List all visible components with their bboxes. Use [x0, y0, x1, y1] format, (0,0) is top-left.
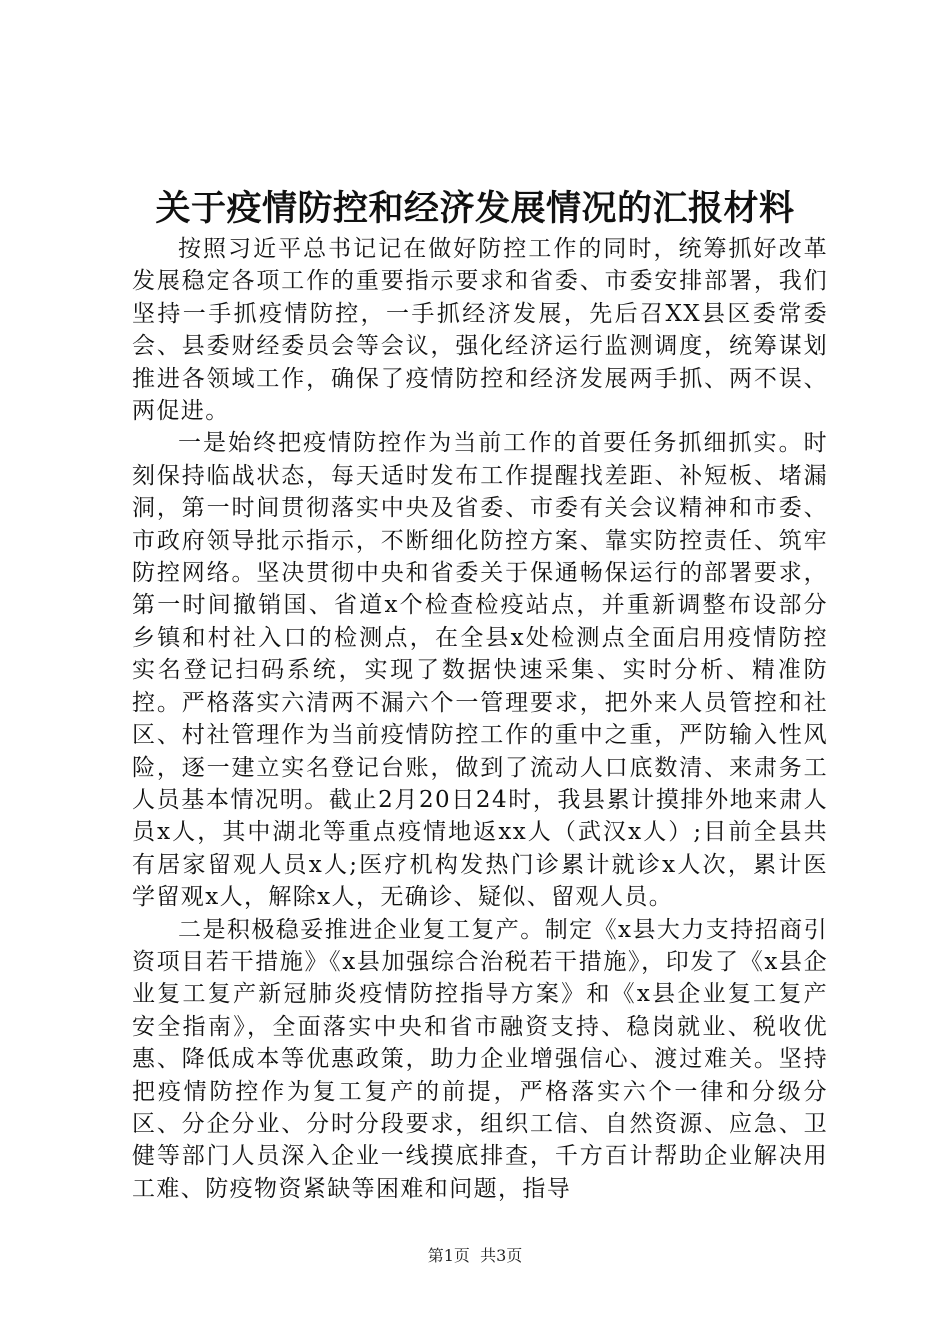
paragraph-epidemic-control: 一是始终把疫情防控作为当前工作的首要任务抓细抓实。时刻保持临战状态，每天适时发布工作提醒找差距、补短板、堵漏洞，第一时间贯彻落实中央及省委、市委有关会议精神和市委、市政府领导批示指示，不断细化防控方案、靠实防控责任、筑牢防控网络。坚决贯彻中央和省委关于保通畅保运行的部署要求，第一时间撤销国、省道x个检查检疫站点，并重新调整布设部分乡镇和村社入口的检测点，在全县x处检测点全面启用疫情防控实名登记扫码系统，实现了数据快速采集、实时分析、精准防控。严格落实六清两不漏六个一管理要求，把外来人员管控和社区、村社管理作为当前疫情防控工作的重中之重，严防输入性风险，逐一建立实名登记台账，做到了流动人口底数清、来肃务工人员基本情况明。截止2月20日24时，我县累计摸排外地来肃人员x人，其中湖北等重点疫情地返xx人（武汉x人）;目前全县共有居家留观人员x人;医疗机构发热门诊累计就诊x人次，累计医学留观x人，解除x人，无确诊、疑似、留观人员。: [132, 430, 828, 911]
paragraph-resume-production: 二是积极稳妥推进企业复工复产。制定《x县大力支持招商引资项目若干措施》《x县加强综合治税若干措施》，印发了《x县企业复工复产新冠肺炎疫情防控指导方案》和《x县企业复工复产安全指南》，全面落实中央和省市融资支持、稳岗就业、税收优惠、降低成本等优惠政策，助力企业增强信心、渡过难关。坚持把疫情防控作为复工复产的前提，严格落实六个一律和分级分区、分企分业、分时分段要求，组织工信、自然资源、应急、卫健等部门人员深入企业一线摸底排查，千方百计帮助企业解决用工难、防疫物资紧缺等困难和问题，指导: [132, 916, 828, 1202]
page-footer: [0, 1245, 950, 1267]
paragraph-intro: 按照习近平总书记记在做好防控工作的同时，统筹抓好改革发展稳定各项工作的重要指示要求和省委、市委安排部署，我们坚持一手抓疫情防控，一手抓经济发展，先后召XX县区委常委会、县委财经委员会等会议，强化经济运行监测调度，统筹谋划推进各领域工作，确保了疫情防控和经济发展两手抓、两不误、两促进。: [132, 236, 828, 425]
document-title: 关于疫情防控和经济发展情况的汇报材料: [155, 188, 795, 229]
document-body: [132, 233, 828, 1205]
page-number: 第1页 共3页: [427, 1246, 523, 1265]
